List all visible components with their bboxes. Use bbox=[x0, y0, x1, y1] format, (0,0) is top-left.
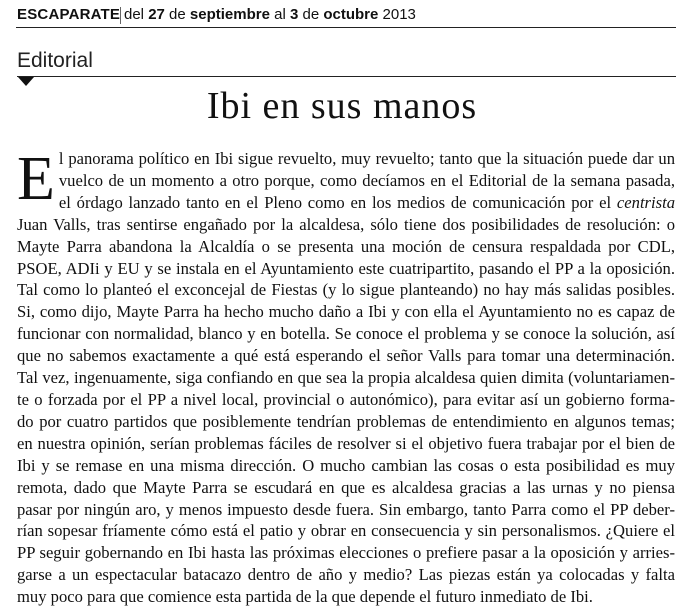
article-line: Tal como lo planteó el exconcejal de Fiestas (y lo sigue planteando) no hay más salidas posibles. bbox=[17, 280, 675, 300]
article-line: el órdago lanzado tanto en el Pleno como en los medios de comunicación por el centrista bbox=[58, 192, 675, 212]
article-line: en nuestra opinión, serían problemas fáciles de resolver si el objetivo fuera trabajar por el bien de bbox=[17, 433, 675, 453]
header-rule bbox=[16, 27, 676, 28]
article-line: funcionar con normalidad, blanco y en botella. Se conoce el problema y se conoce la solución, así bbox=[17, 324, 675, 344]
header-separator bbox=[120, 7, 121, 24]
article-line: que no sabemos exactamente a qué está esperando el señor Valls para tomar una determinación. bbox=[17, 346, 675, 366]
section-kicker: Editorial bbox=[17, 49, 93, 72]
article-line: pasar por ningún aro, y menos impuesto desde fuera. Sin embargo, tanto Parra como el PP deber- bbox=[17, 499, 675, 519]
section-label: ESCAPARATE bbox=[17, 6, 121, 23]
article-line: te o forzada por el PP a nivel local, provincial o autonómico), para evitar así un gobierno forma- bbox=[17, 389, 675, 409]
article-lines bbox=[17, 145, 675, 608]
article-line: PSOE, ADIi y EU y se instala en el Ayuntamiento este cuatripartito, pasando el PP a la oposición. bbox=[17, 258, 675, 278]
article-line: Tal vez, ingenuamente, siga confiando en que sea la propia alcaldesa quien dimita (voluntariamen- bbox=[17, 368, 675, 388]
article-line: PP seguir gobernando en Ibi hasta las próximas elecciones o prefiere pasar a la oposición y arries- bbox=[17, 543, 675, 563]
article-line: Mayte Parra abandona la Alcaldía o se presenta una moción de censura respaldada por CDL, bbox=[17, 236, 675, 256]
article-line: vuelco de un momento a otro porque, como decíamos en el Editorial de la semana pasada, bbox=[58, 170, 675, 190]
issue-date: del 27 de septiembre al 3 de octubre 2013 bbox=[124, 6, 416, 23]
drop-cap: E bbox=[17, 145, 55, 213]
article-line: garse a un espectacular batacazo dentro de año y medio? Las piezas están ya colocadas y falta bbox=[17, 565, 675, 585]
article-line: remota, dado que Mayte Parra se escudará en que es alcaldesa gracias a las urnas y no piensa bbox=[17, 477, 675, 497]
article-line: l panorama político en Ibi sigue revuelto, muy revuelto; tanto que la situación puede dar un bbox=[58, 149, 675, 168]
article-line: Juan Valls, tras sentirse engañado por la alcaldesa, sólo tiene dos posibilidades de resolución: o bbox=[17, 214, 675, 234]
kicker-rule bbox=[17, 76, 676, 77]
article-line: Ibi y se remase en una misma dirección. O mucho cambian las cosas o esta posibilidad es muy bbox=[17, 455, 675, 475]
article-headline: Ibi en sus manos bbox=[206, 85, 478, 127]
article-line: do por cuatro partidos que posiblemente tendrían problemas de entendimiento en algunos temas; bbox=[17, 411, 675, 431]
article-line: muy poco para que comience esta partida de la que depende el futuro inmediato de Ibi. bbox=[17, 587, 593, 607]
article-line: Si, como dijo, Mayte Parra ha hecho mucho daño a Ibi y con ella el Ayuntamiento no es capaz de bbox=[17, 302, 675, 322]
page-header bbox=[0, 0, 684, 36]
article-body bbox=[17, 145, 675, 608]
article-line: rían sopesar fríamente cómo está el patio y obrar en consecuencia y sin personalismos. ¿Quiere el bbox=[17, 521, 675, 541]
